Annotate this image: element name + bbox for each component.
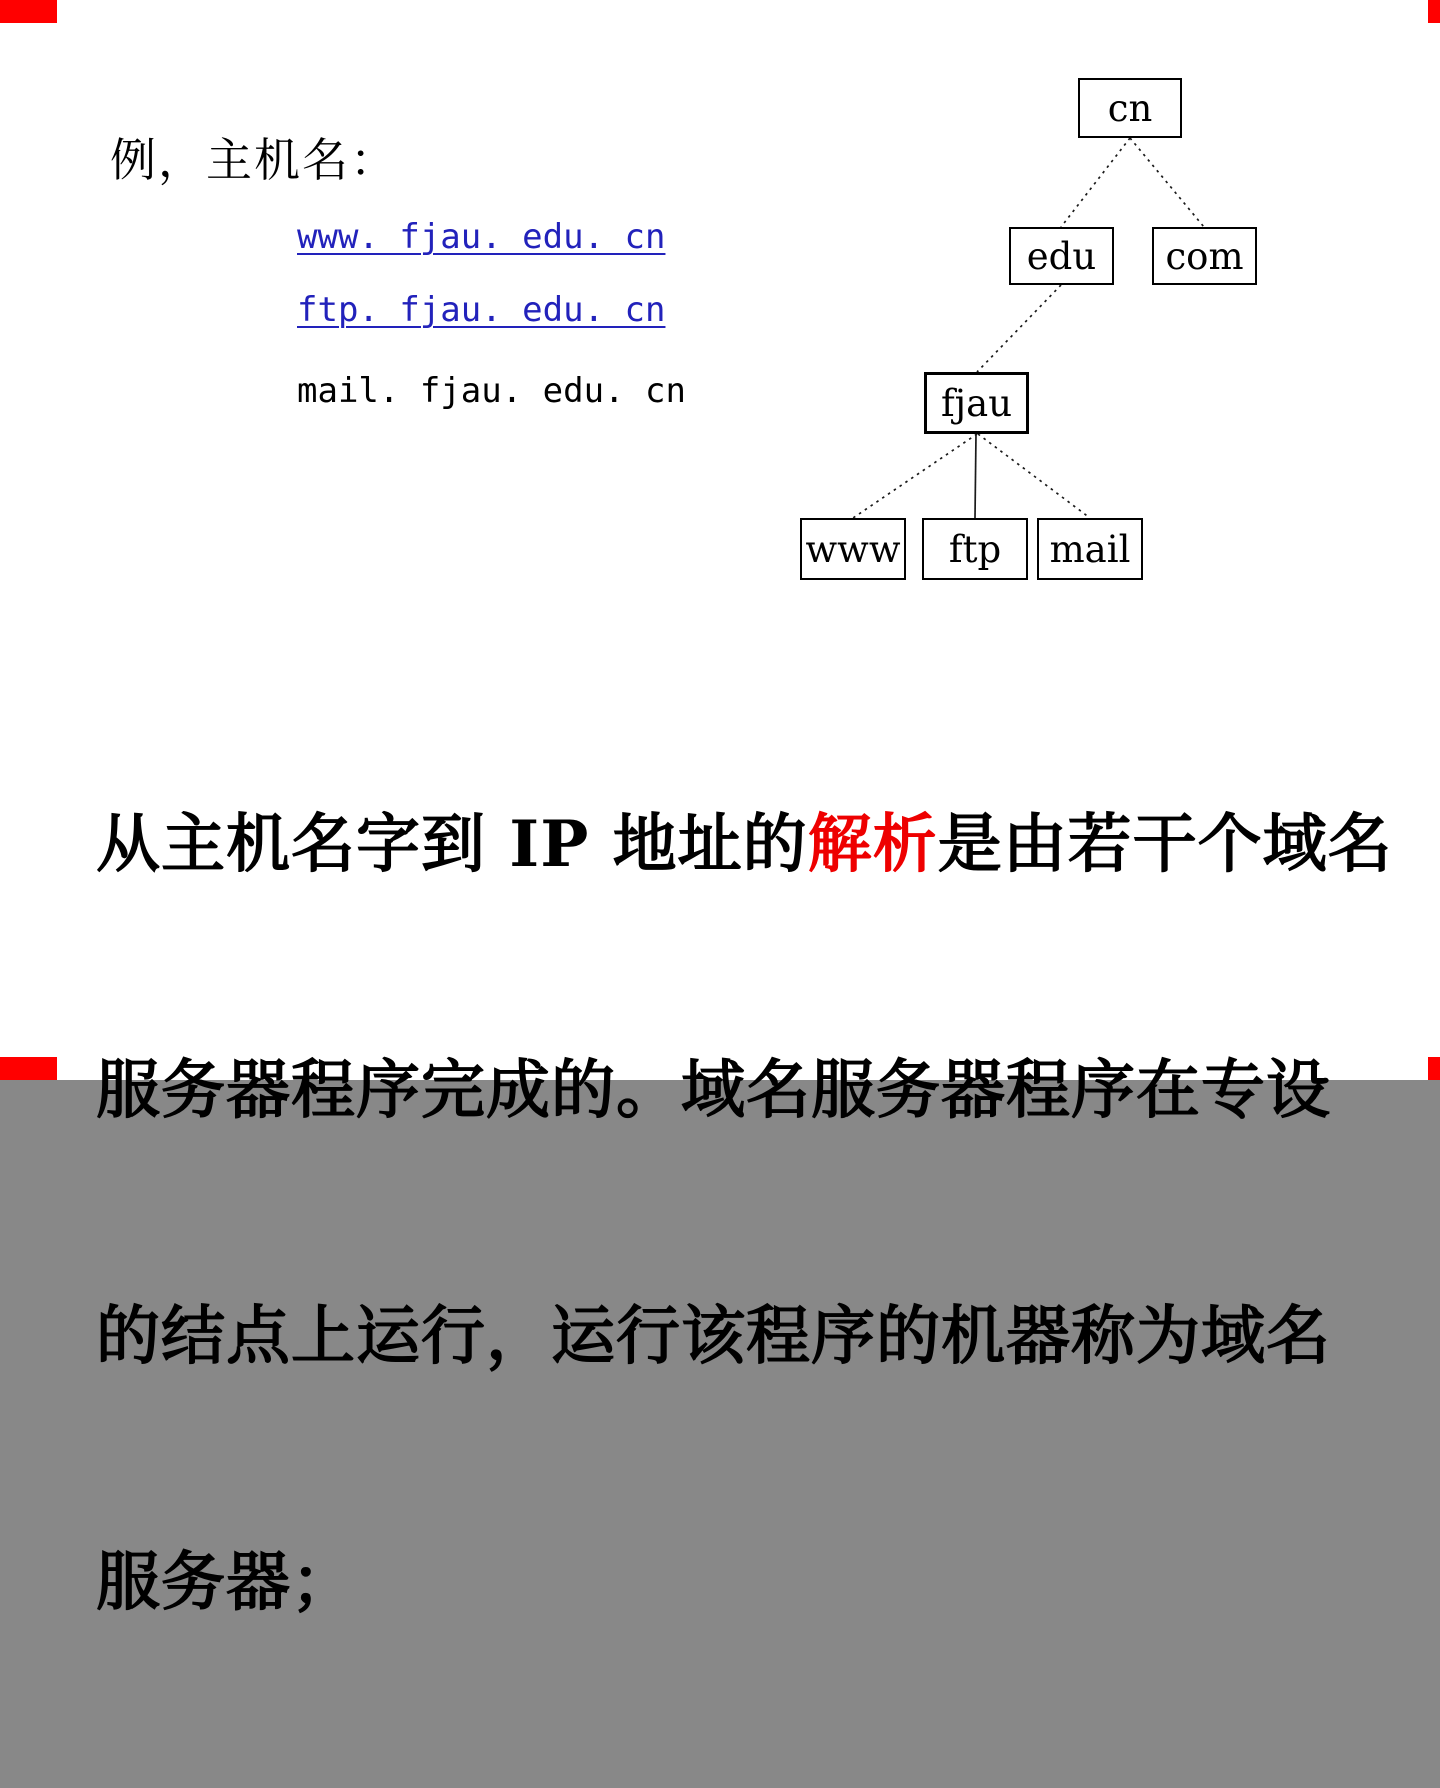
tree-node-cn-label: cn — [1107, 86, 1153, 130]
edge-fjau-www — [853, 434, 977, 518]
edge-cn-com — [1130, 138, 1204, 227]
tree-node-www — [800, 518, 906, 580]
tree-node-com-label: com — [1165, 234, 1244, 278]
hostname-text-mail: mail. fjau. edu. cn — [297, 371, 686, 411]
body-paragraph — [96, 640, 1396, 1788]
corner-mark-bottom-right — [1428, 1057, 1440, 1080]
paragraph-line1-post: 是由若干个域名 — [937, 807, 1393, 882]
tree-node-www-label: www — [805, 527, 901, 571]
paragraph-line-2: 服务器程序完成的。域名服务器程序在专设 — [96, 1053, 1331, 1128]
tree-node-cn — [1078, 78, 1182, 138]
hostname-link-www[interactable]: www. fjau. edu. cn — [297, 217, 666, 257]
tree-node-edu — [1009, 227, 1114, 285]
paragraph-line-3: 的结点上运行，运行该程序的机器称为域名 — [96, 1299, 1331, 1374]
tree-node-ftp-label: ftp — [948, 527, 1002, 571]
tree-node-fjau — [924, 372, 1029, 434]
edge-edu-fjau — [977, 285, 1061, 372]
hostname-link-ftp[interactable]: ftp. fjau. edu. cn — [297, 290, 666, 330]
edge-fjau-mail — [978, 434, 1090, 518]
edge-cn-edu — [1061, 138, 1130, 227]
corner-mark-bottom-left — [0, 1057, 57, 1080]
corner-mark-top-right — [1428, 0, 1440, 23]
corner-mark-top-left — [0, 0, 57, 23]
tree-node-mail — [1037, 518, 1143, 580]
tree-node-edu-label: edu — [1026, 234, 1097, 278]
paragraph-line-4: 服务器； — [96, 1545, 356, 1620]
paragraph-highlight-jiexi: 解析 — [807, 807, 938, 882]
tree-node-ftp — [922, 518, 1028, 580]
paragraph-line1-pre: 从主机名字到 IP 地址的 — [96, 807, 808, 882]
edge-fjau-ftp — [975, 434, 976, 518]
tree-node-fjau-label: fjau — [940, 381, 1013, 425]
tree-node-mail-label: mail — [1049, 527, 1131, 571]
example-hostname-label: 例，主机名： — [110, 133, 398, 187]
tree-node-com — [1152, 227, 1257, 285]
paragraph-line-1 — [96, 804, 1396, 886]
